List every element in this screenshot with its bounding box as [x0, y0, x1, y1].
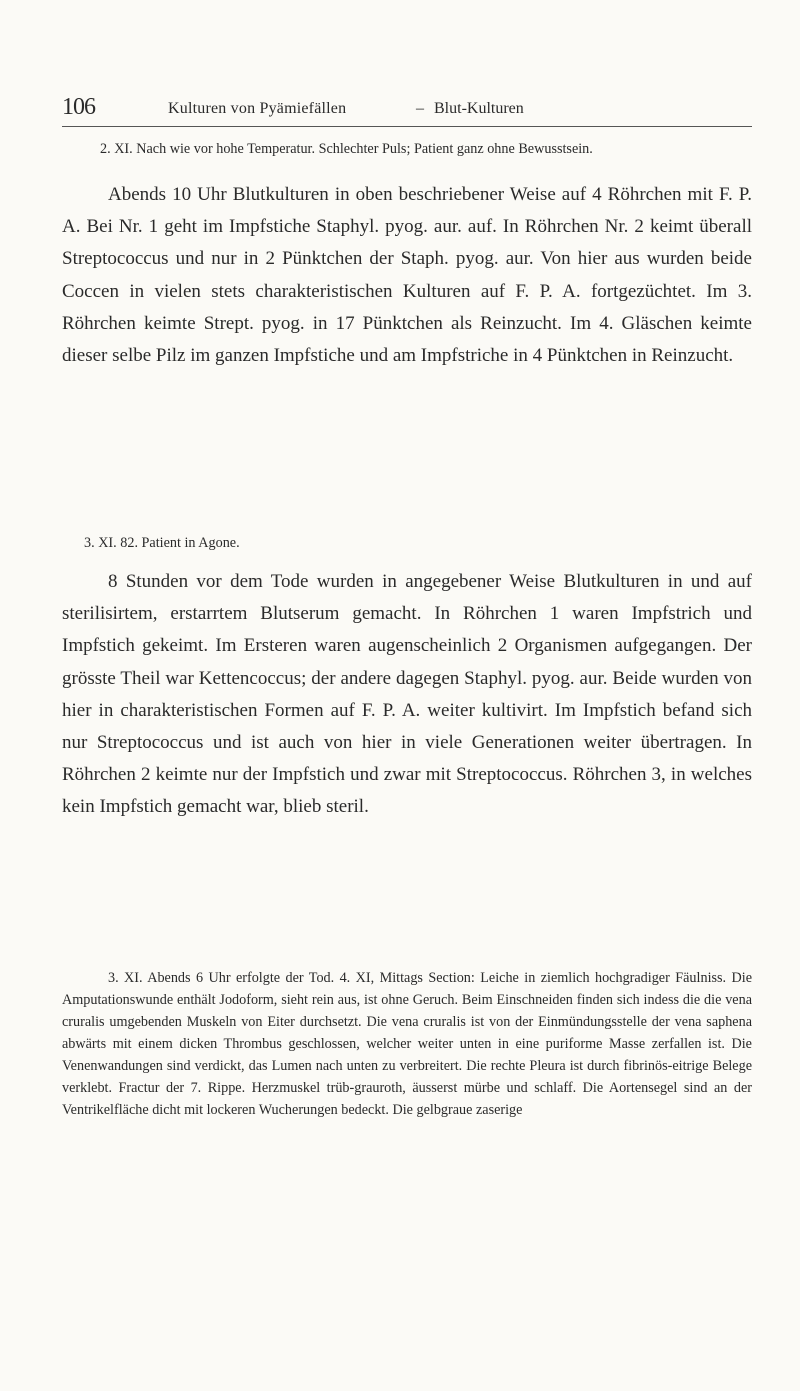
case-note-2-xi: 2. XI. Nach wie vor hohe Temperatur. Schlechter Puls; Patient ganz ohne Bewusstsein. — [100, 141, 593, 157]
page-number: 106 — [62, 94, 95, 120]
page-header — [62, 92, 752, 127]
running-title-separator: – — [416, 100, 424, 117]
paragraph-section-report: 3. XI. Abends 6 Uhr erfolgte der Tod. 4. XI, Mittags Section: Leiche in ziemlich hochgradiger Fäulniss. Die Amputationswunde enthält Jodoform, sieht rein aus, ist ohne Geruch. Beim Einschneiden finden sich indess die die vena cruralis umgebenden Muskeln von Eiter durchsetzt. Die vena cruralis ist von der Einmündungsstelle der vena saphena abwärts mit einem dicken Thrombus geschlossen, welcher weiter unten in eine puriforme Masse zerfallen ist. Die Venenwandungen sind verdickt, das Lumen nach unten zu verbreitert. Die rechte Pleura ist durch fibrinös-eitrige Belege verklebt. Fractur der 7. Rippe. Herzmuskel trüb-grauroth, äusserst mürbe und schlaff. Die Aortensegel sind an der Ventrikelfläche dicht mit lockeren Wucherungen bedeckt. Die gelbgraue zaserige — [62, 970, 752, 1118]
running-title: Kulturen von Pyämiefällen — [168, 100, 347, 117]
running-subtitle: Blut-Kulturen — [434, 100, 524, 117]
paragraph-blood-cultures-3-xi: 8 Stunden vor dem Tode wurden in angegebener Weise Blutkulturen in und auf sterilisirtem, erstarrtem Blutserum gemacht. In Röhrchen 1 waren Impfstrich und Impfstich gekeimt. Im Ersteren waren augenscheinlich 2 Organismen aufgegangen. Der grösste Theil war Kettencoccus; der andere dagegen Staphyl. pyog. aur. Beide wurden von hier in charakteristischen Formen auf F. P. A. weiter kultivirt. Im Impfstich befand sich nur Streptococcus und ist auch von hier in viele Generationen weiter übertragen. In Röhrchen 2 keimte nur der Impfstich und zwar mit Streptococcus. Röhrchen 3, in welches kein Impfstich gemacht war, blieb steril. — [62, 571, 752, 818]
case-note-3-xi: 3. XI. 82. Patient in Agone. — [84, 535, 240, 551]
paragraph-blood-cultures-2-xi: Abends 10 Uhr Blutkulturen in oben beschriebener Weise auf 4 Röhrchen mit F. P. A. Bei Nr. 1 geht im Impfstiche Staphyl. pyog. aur. auf. In Röhrchen Nr. 2 keimt überall Streptococcus und nur in 2 Pünktchen der Staph. pyog. aur. Von hier aus wurden beide Coccen in vielen stets charakteristischen Kulturen auf F. P. A. fortgezüchtet. Im 3. Röhrchen keimte Strept. pyog. in 17 Pünktchen als Reinzucht. Im 4. Gläschen keimte dieser selbe Pilz im ganzen Impfstiche und am Impfstriche in 4 Pünktchen in Reinzucht. — [62, 184, 752, 367]
